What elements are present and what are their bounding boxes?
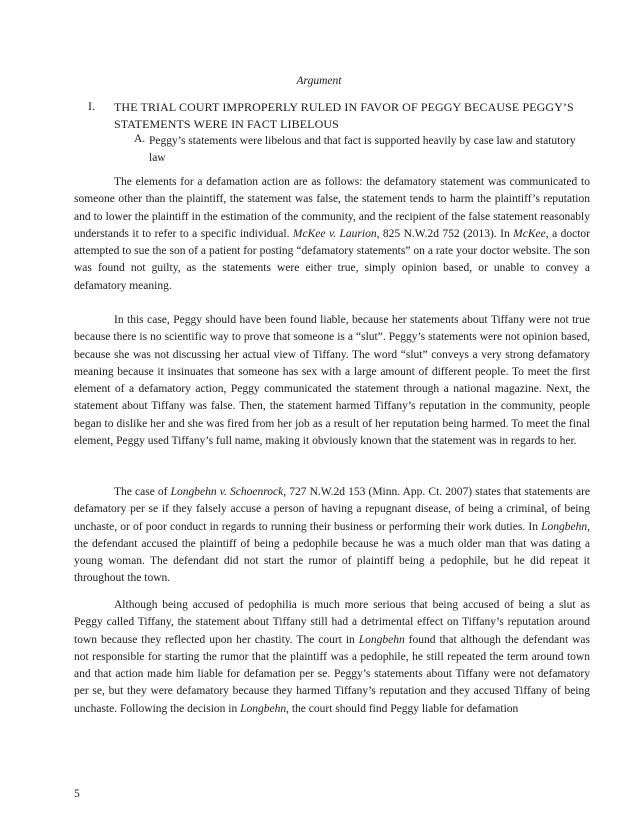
paragraph-elements-of-defamation <box>74 174 590 295</box>
subsection-title: Peggy’s statements were libelous and that fact is supported heavily by case law and statutory law <box>149 135 576 164</box>
page-number: 5 <box>74 788 80 800</box>
case-citation: Longbehn <box>240 702 287 715</box>
paragraph-this-case: In this case, Peggy should have been found liable, because her statements about Tiffany were not true because there is no scientific way to prove that someone is a “slut”. Peggy’s statements were not opinion based, because she was not discussing her actual view of Tiffany. The word “slut” conveys a very strong defamatory meaning because it insinuates that someone has sex with a large amount of different people. To meet the first element of a defamatory action, Peggy communicated the statement through a national magazine. Next, the statement about Tiffany was false. Then, the statement harmed Tiffany’s reputation in the community, people began to dislike her and she was fired from her job as a result of her reputation being harmed. To meet the final element, Peggy used Tiffany’s full name, making it obviously known that the statement was in regards to her. <box>74 314 590 448</box>
text-run: The elements for a defamation action are as follows: the defamatory statement was communicated to someone other than the plaintiff, the statement was false, the statement tends to harm the plaintiff’s reputation and to lower the plaintiff in the estimation of the community, and the recipient of the false statement reasonably understands it to refer to a specific individual. <box>74 176 590 240</box>
text-run: The case of <box>114 486 171 498</box>
text-run: , the defendant accused the plaintiff of being a pedophile because he was a much older man that was dating a young woman. The defendant did not start the rumor of plaintiff being a pedophile, but he did repeat it throughout the town. <box>74 520 590 585</box>
case-citation: Longbehn <box>358 633 405 646</box>
paragraph-comparison <box>74 597 590 718</box>
paragraph-longbehn-case <box>74 484 590 588</box>
case-citation: Longbehn v. Schoenrock <box>170 486 284 498</box>
argument-heading: Argument <box>296 75 342 87</box>
subsection-letter: A. <box>134 133 146 145</box>
text-run: Although being accused of pedophilia is much more serious that being accused of being a slut as Peggy called Tiffany, the statement about Tiffany still had a detrimental effect on Tiffany’s reputation around town because they reflected upon her chastity. The court in <box>74 599 590 646</box>
text-run: , 727 N.W.2d 153 (Minn. App. Ct. 2007) states that statements are defamatory per se if they falsely accuse a person of having a repugnant disease, of being a criminal, of being unchaste, or of poor conduct in regards to running their business or performing their work duties. In <box>74 486 591 533</box>
text-run: found that although the defendant was not responsible for starting the rumor that the plaintiff was a pedophile, he still repeated the term around town and that action made him liable for defamation per se. Peggy’s statements about Tiffany were not defamatory per se, but they were defamatory because they harmed Tiffany’s reputation and they accused Tiffany of being unchaste. Following the decision in <box>74 633 590 715</box>
text-run: , a doctor attempted to sue the son of a patient for posting “defamatory statements” on a rate your doctor website. The son was found not guilty, as the statements were either true, simply opinion based, or unable to convey a defamatory meaning. <box>74 227 590 292</box>
section-number: I. <box>88 99 95 113</box>
text-run: , the court should find Peggy liable for defamation <box>286 702 519 715</box>
case-citation: McKee <box>513 227 546 240</box>
section-title: THE TRIAL COURT IMPROPERLY RULED IN FAVOR OF PEGGY BECAUSE PEGGY’S STATEMENTS WERE IN FACT LIBELOUS <box>114 100 574 131</box>
text-run: , 825 N.W.2d 752 (2013). In <box>376 227 514 240</box>
case-citation: Longbehn <box>541 520 588 533</box>
case-citation: McKee v. Laurion <box>292 227 377 240</box>
